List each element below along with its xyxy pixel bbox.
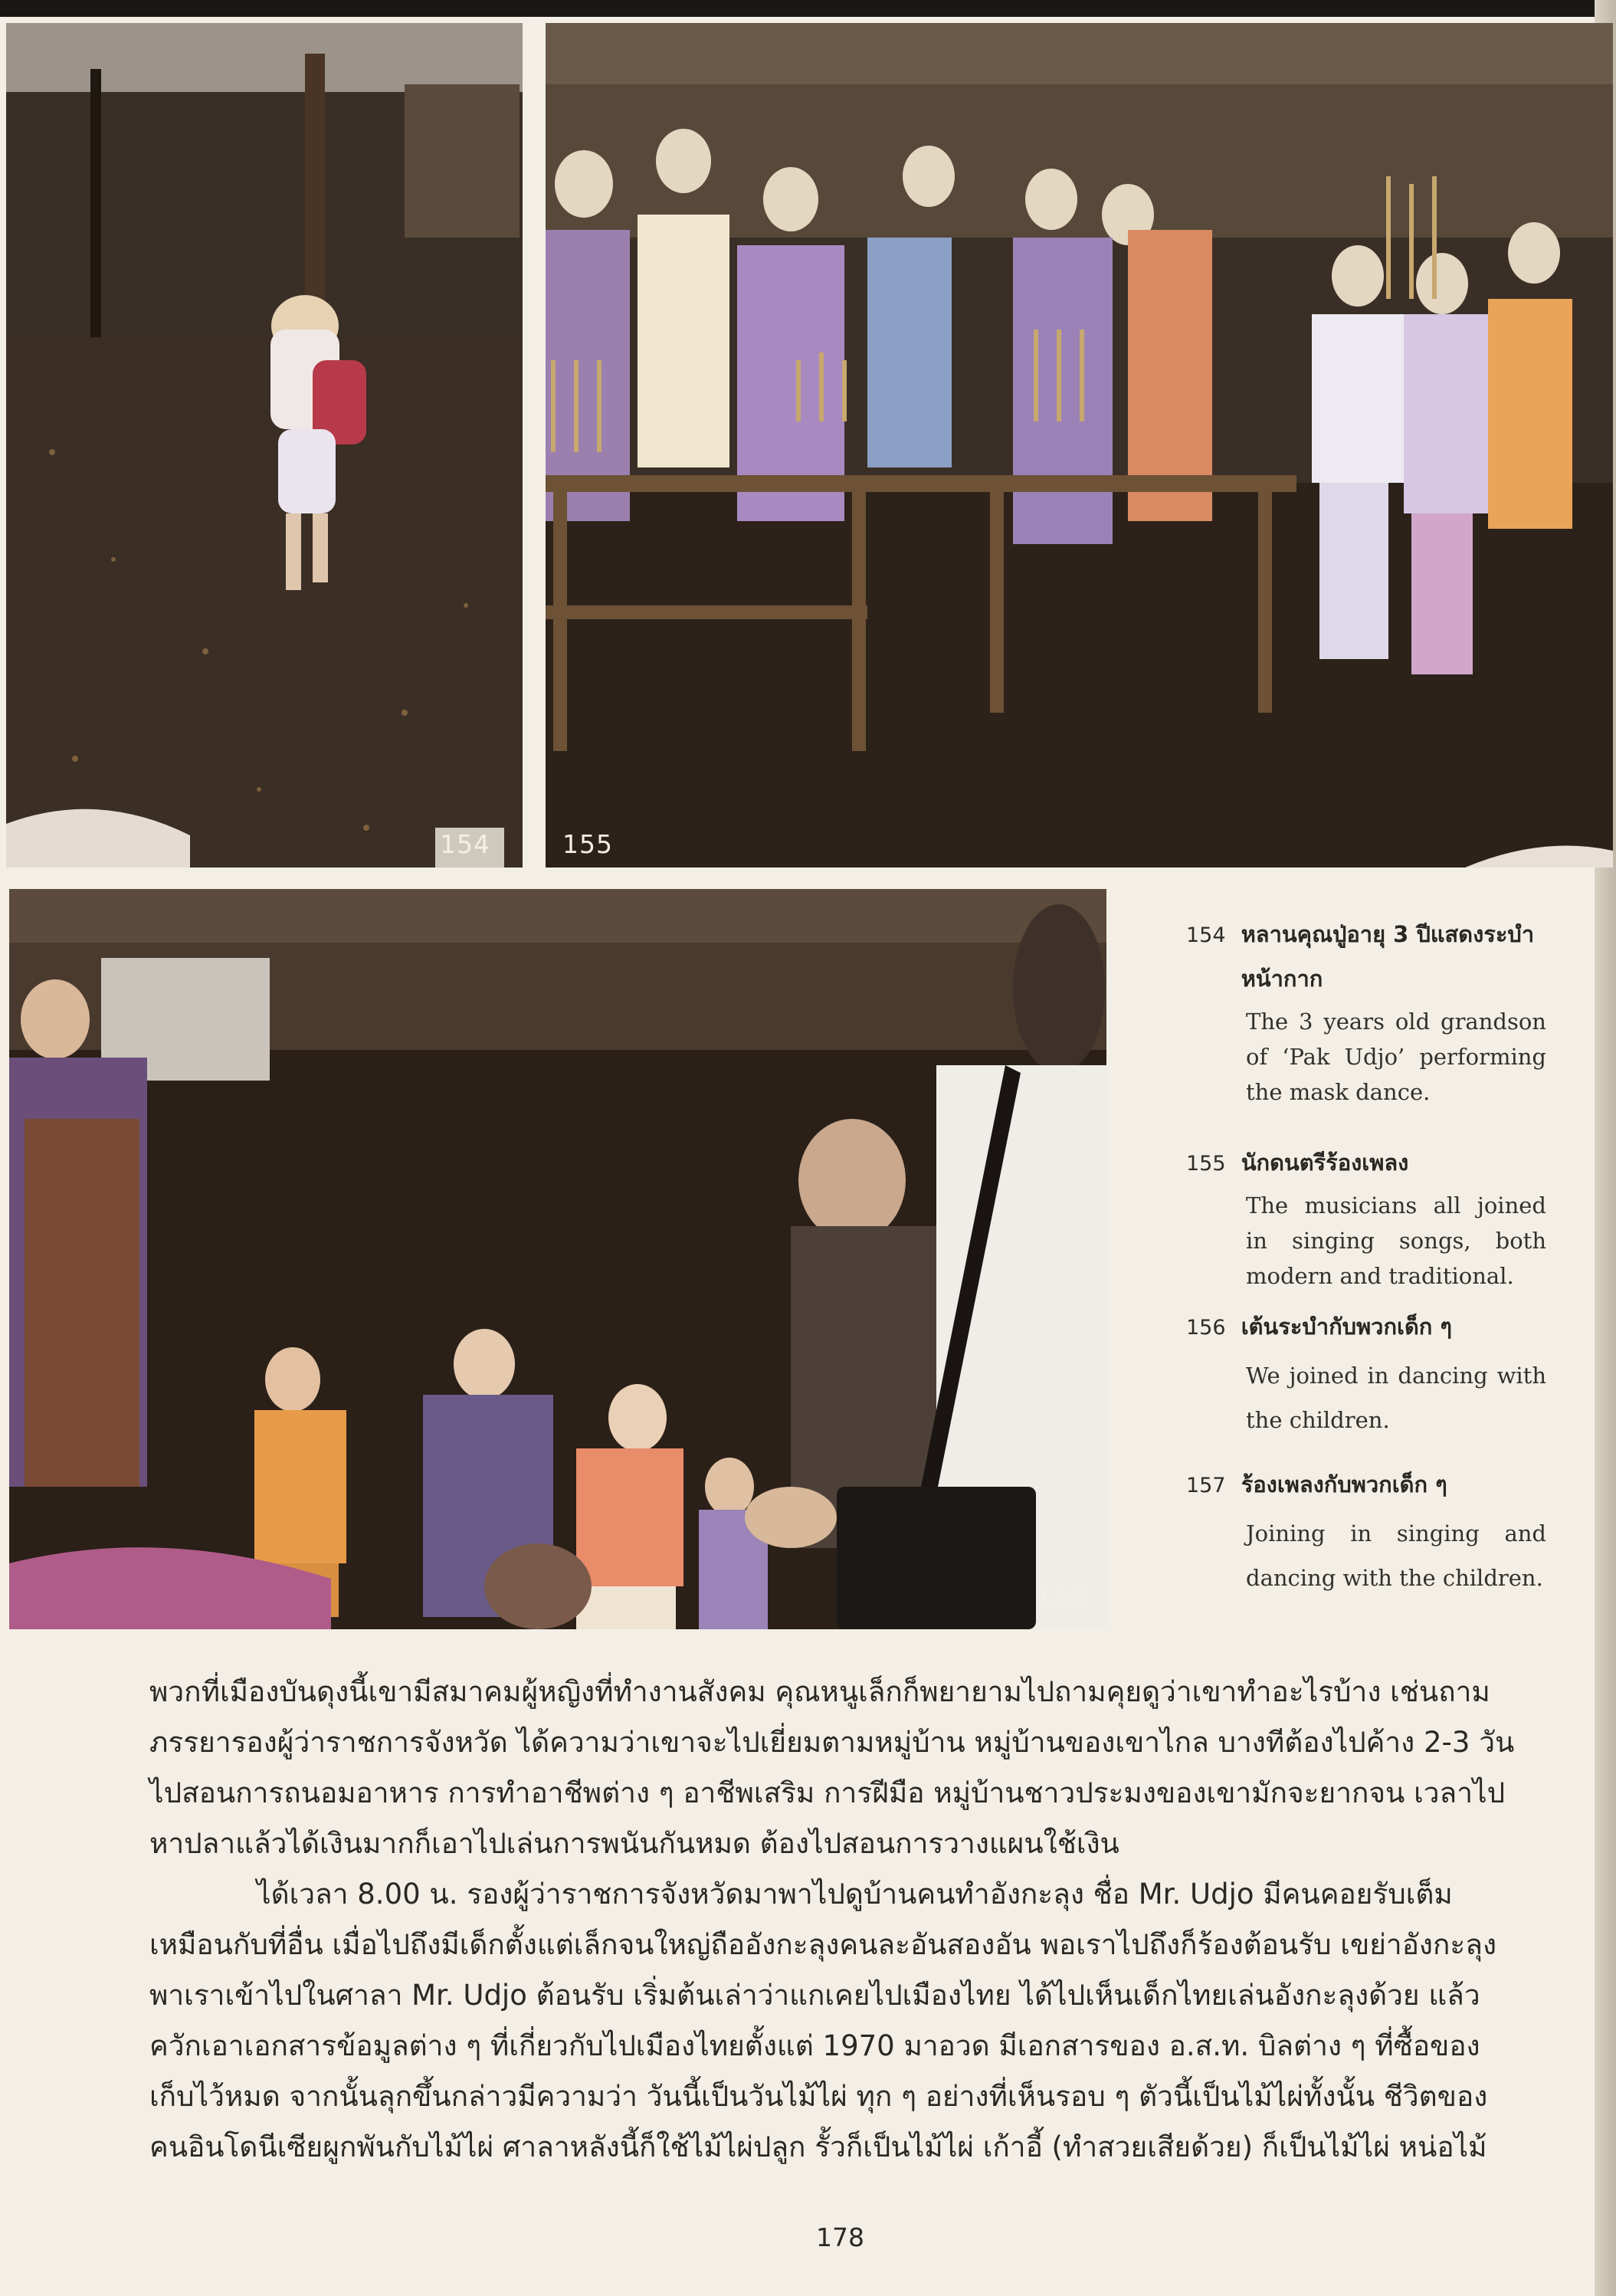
caption-english: We joined in dancing with the children. <box>1246 1363 1546 1433</box>
caption-english: The 3 years old grandson of ‘Pak Udjo’ performing the mask dance. <box>1246 1009 1546 1105</box>
caption-156 <box>1186 1304 1546 1442</box>
caption-english: The musicians all joined in singing songs, both modern and traditional. <box>1246 1192 1546 1289</box>
caption-154 <box>1186 912 1546 1110</box>
caption-english: Joining in singing and dancing with the children. <box>1246 1520 1546 1591</box>
photo-156 <box>9 889 1106 1629</box>
photo-number: 155 <box>562 829 613 859</box>
page-top-edge <box>0 0 1616 17</box>
photo-number: 156 <box>1036 1582 1087 1612</box>
body-paragraph-2: ได้เวลา 8.00 น. รองผู้ว่าราชการจังหวัดมาพาไปดูบ้านคนทำอังกะลุง ชื่อ Mr. Udjo มีคนคอยรับเต็มเหมือนกับที่อื่น เมื่อไปถึงมีเด็กตั้งแต่เล็กจนใหญ่ถืออังกะลุงคนละอันสองอัน พอเราไปถึงก็ร้องต้อนรับ เขย่าอังกะลุงพาเราเข้าไปในศาลา Mr. Udjo ต้อนรับ เริ่มต้นเล่าว่าแกเคยไปเมืองไทย ได้ไปเห็นเด็กไทยเล่นอังกะลุงด้วย แล้วควักเอาเอกสารข้อมูลต่าง ๆ ที่เกี่ยวกับไปเมืองไทยตั้งแต่ 1970 มาอวด มีเอกสารของ อ.ส.ท. บิลต่าง ๆ ที่ซื้อของเก็บไว้หมด จากนั้นลุกขึ้นกล่าวมีความว่า วันนี้เป็นวันไม้ไผ่ ทุก ๆ อย่างที่เห็นรอบ ๆ ตัวนี้เป็นไม้ไผ่ทั้งนั้น ชีวิตของคนอินโดนีเซียผูกพันกับไม้ไผ่ ศาลาหลังนี้ก็ใช้ไม้ไผ่ปลูก รั้วก็เป็นไม้ไผ่ เก้าอี้ (ทำสวยเสียด้วย) ก็เป็นไม้ไผ่ หน่อไม้ <box>149 1878 1497 2163</box>
photo-155 <box>546 23 1613 868</box>
caption-thai: นักดนตรีร้องเพลง <box>1241 1150 1409 1176</box>
caption-157 <box>1186 1462 1546 1600</box>
caption-155 <box>1186 1140 1546 1294</box>
photo-154 <box>6 23 523 868</box>
body-text <box>149 1667 1525 2173</box>
page-number: 178 <box>816 2222 864 2252</box>
caption-number: 157 <box>1186 1474 1226 1497</box>
caption-number: 156 <box>1186 1316 1226 1340</box>
body-paragraph-1: พวกที่เมืองบันดุงนี้เขามีสมาคมผู้หญิงที่ทำงานสังคม คุณหนูเล็กก็พยายามไปถามคุยดูว่าเขาทำอะไรบ้าง เช่นถามภรรยารองผู้ว่าราชการจังหวัด ได้ความว่าเขาจะไปเยี่ยมตามหมู่บ้าน หมู่บ้านของเขาไกล บางทีต้องไปค้าง 2-3 วัน ไปสอนการถนอมอาหาร การทำอาชีพต่าง ๆ อาชีพเสริม การฝีมือ หมู่บ้านชาวประมงของเขามักจะยากจน เวลาไปหาปลาแล้วได้เงินมากก็เอาไปเล่นการพนันกันหมด ต้องไปสอนการวางแผนใช้เงิน <box>149 1675 1515 1860</box>
caption-thai: หลานคุณปู่อายุ 3 ปีแสดงระบำหน้ากาก <box>1241 921 1535 992</box>
photo-number: 154 <box>440 829 490 859</box>
caption-number: 155 <box>1186 1152 1226 1176</box>
caption-thai: เต้นระบำกับพวกเด็ก ๆ <box>1241 1314 1453 1340</box>
photo-156-image <box>9 889 1106 1629</box>
photo-154-image <box>6 23 523 868</box>
caption-thai: ร้องเพลงกับพวกเด็ก ๆ <box>1241 1471 1447 1497</box>
caption-number: 154 <box>1186 923 1226 947</box>
photo-155-image <box>546 23 1613 868</box>
